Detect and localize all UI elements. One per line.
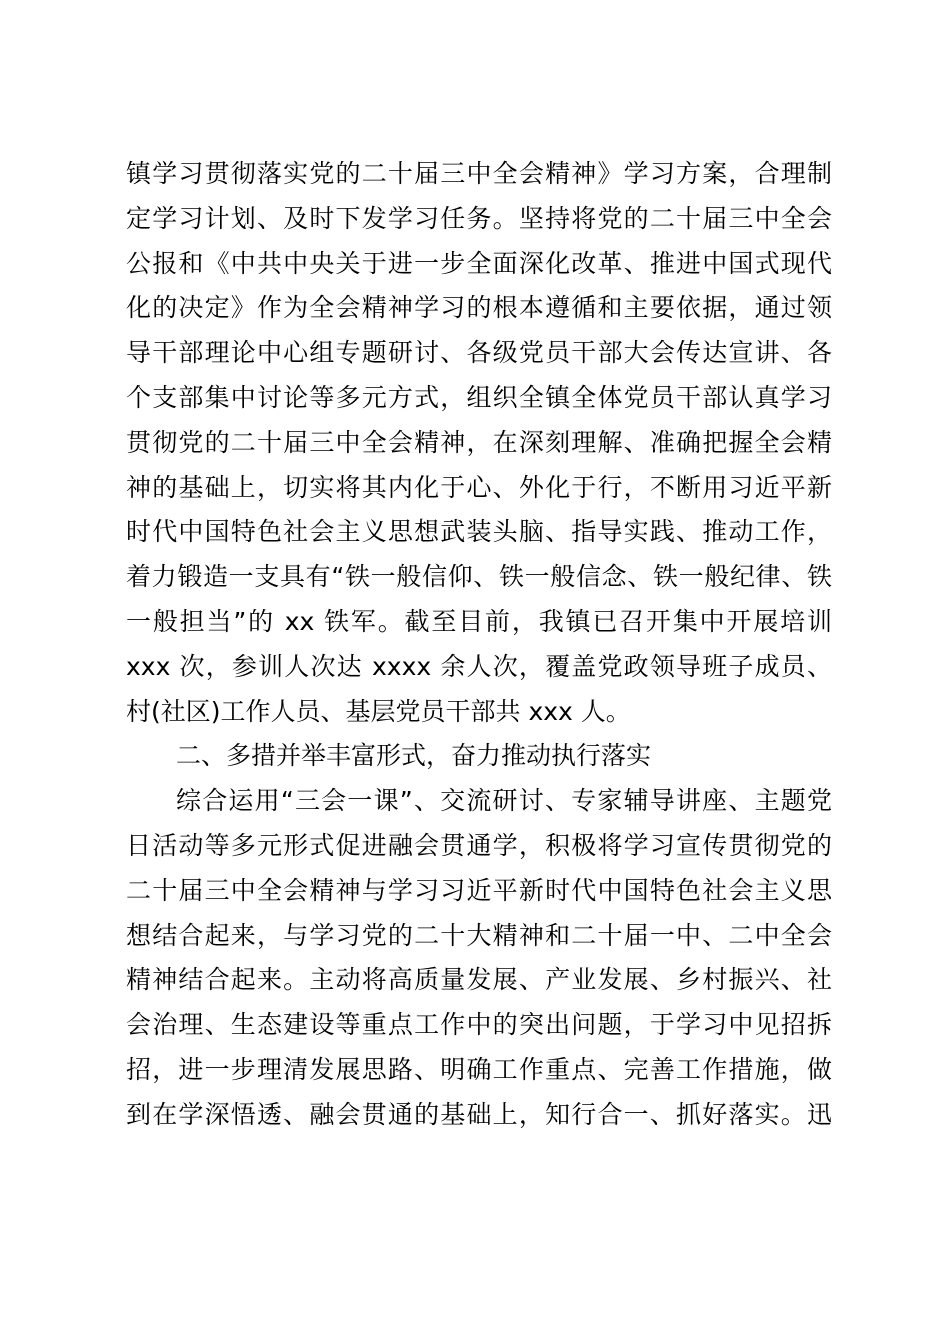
body-line: 日活动等多元形式促进融会贯通学，积极将学习宣传贯彻党的 bbox=[126, 830, 832, 860]
body-line: 想结合起来，与学习党的二十大精神和二十届一中、二中全会 bbox=[126, 920, 832, 950]
body-line: 二十届三中全会精神与学习习近平新时代中国特色社会主义思 bbox=[126, 875, 832, 905]
body-line: 神的基础上，切实将其内化于心、外化于行，不断用习近平新 bbox=[126, 472, 832, 502]
body-line: 村(社区)工作人员、基层党员干部共 xxx 人。 bbox=[126, 696, 631, 726]
body-line: 招，进一步理清发展思路、明确工作重点、完善工作措施，做 bbox=[126, 1054, 832, 1084]
body-line: 导干部理论中心组专题研讨、各级党员干部大会传达宣讲、各 bbox=[126, 338, 832, 368]
body-line: 贯彻党的二十届三中全会精神，在深刻理解、准确把握全会精 bbox=[126, 427, 832, 457]
body-line: 会治理、生态建设等重点工作中的突出问题，于学习中见招拆 bbox=[126, 1010, 832, 1040]
document-body bbox=[126, 152, 832, 1138]
body-line: 化的决定》作为全会精神学习的根本遵循和主要依据，通过领 bbox=[126, 293, 832, 323]
body-line: 精神结合起来。主动将高质量发展、产业发展、乡村振兴、社 bbox=[126, 965, 832, 995]
body-line: 时代中国特色社会主义思想武装头脑、指导实践、推动工作， bbox=[126, 517, 832, 547]
body-line: 公报和《中共中央关于进一步全面深化改革、推进中国式现代 bbox=[126, 248, 832, 278]
body-line: 个支部集中讨论等多元方式，组织全镇全体党员干部认真学习 bbox=[126, 382, 832, 412]
body-line: 到在学深悟透、融会贯通的基础上，知行合一、抓好落实。迅 bbox=[126, 1099, 832, 1129]
section-heading: 二、多措并举丰富形式，奋力推动执行落实 bbox=[176, 741, 652, 771]
body-line: 一般担当”的 xx 铁军。截至目前，我镇已召开集中开展培训 bbox=[126, 606, 832, 636]
body-line: 镇学习贯彻落实党的二十届三中全会精神》学习方案，合理制 bbox=[126, 159, 832, 188]
body-line: xxx 次，参训人次达 xxxx 余人次，覆盖党政领导班子成员、 bbox=[126, 651, 832, 681]
body-line: 定学习计划、及时下发学习任务。坚持将党的二十届三中全会 bbox=[126, 203, 832, 233]
body-line: 综合运用“三会一课”、交流研讨、专家辅导讲座、主题党 bbox=[176, 786, 832, 816]
body-line: 着力锻造一支具有“铁一般信仰、铁一般信念、铁一般纪律、铁 bbox=[126, 562, 832, 592]
